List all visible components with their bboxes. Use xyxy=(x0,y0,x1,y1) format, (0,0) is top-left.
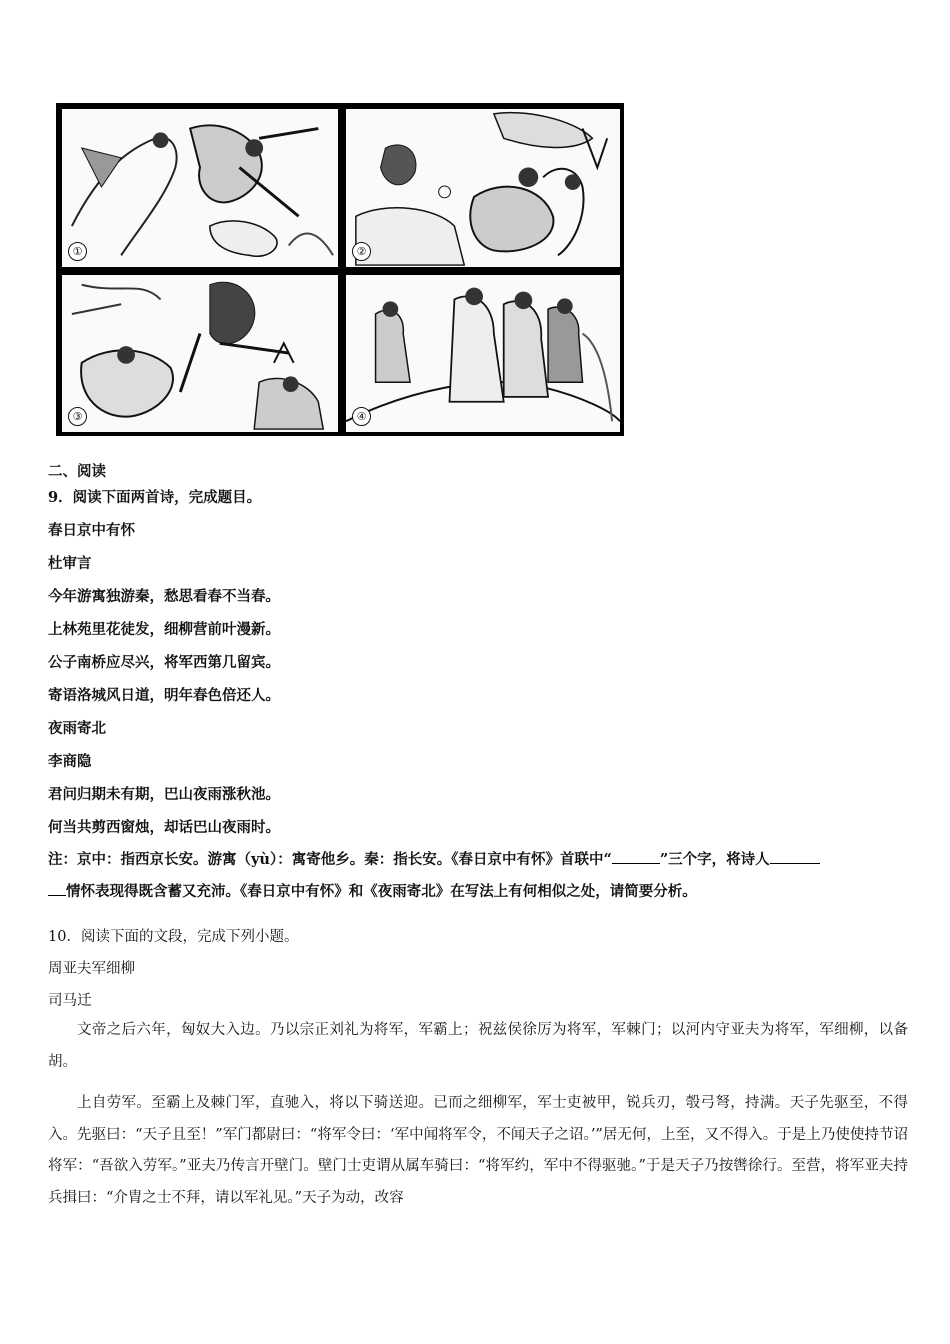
poem2-line: 何当共剪西窗烛，却话巴山夜雨时。 xyxy=(48,819,280,836)
poem1-title: 春日京中有怀 xyxy=(48,522,135,539)
panel-number: ③ xyxy=(68,407,87,426)
answer-blank[interactable] xyxy=(612,863,660,864)
poem1-line: 寄语洛城风日道，明年春色倍还人。 xyxy=(48,687,280,704)
panel-number: ④ xyxy=(352,407,371,426)
comic-panel-4 xyxy=(344,273,622,434)
poem1-author: 杜审言 xyxy=(48,555,92,572)
panel-number: ① xyxy=(68,242,87,261)
comic-panel-3-icon xyxy=(62,275,338,432)
poem2-author: 李商隐 xyxy=(48,753,92,770)
note-text: 注：京中：指西京长安。游寓（yù）：寓寄他乡。秦：指长安。《春日京中有怀》首联中“ xyxy=(48,851,612,868)
passage-paragraph: 上自劳军。至霸上及棘门军，直驰入，将以下骑送迎。已而之细柳军，军士吏被甲，锐兵刃，彀弓弩，持满。天子先驱至，不得入。先驱曰：“天子且至！”军门都尉曰：“将军令曰：‘军中闻将军令，不闻天子之诏。’”居无何，上至，又不得入。于是上乃使使持节诏将军：“吾欲入劳军。”亚夫乃传言开壁门。壁门士吏谓从属车骑曰：“将军约，军中不得驱驰。”于是天子乃按辔徐行。至营，将军亚夫持兵揖曰：“介胄之士不拜，请以军礼见。”天子为动，改容 xyxy=(48,1095,908,1206)
poem1-line: 今年游寓独游秦，愁思看春不当春。 xyxy=(48,588,280,605)
note-text: 情怀表现得既含蓄又充沛。《春日京中有怀》和《夜雨寄北》在写法上有何相似之处，请简要分析。 xyxy=(66,882,697,900)
note-text: ”三个字，将诗人 xyxy=(659,851,770,868)
comic-panel-1-icon xyxy=(62,109,338,267)
comic-panel-2 xyxy=(344,107,622,269)
panel-number: ② xyxy=(352,242,371,261)
passage-title: 周亚夫军细柳 xyxy=(48,961,135,977)
poem2-title: 夜雨寄北 xyxy=(48,720,106,737)
comic-panel-4-icon xyxy=(346,275,620,432)
passage-author: 司马迁 xyxy=(48,993,92,1009)
answer-blank[interactable] xyxy=(48,895,66,896)
comic-illustration xyxy=(56,103,624,436)
section-heading: 二、阅读 xyxy=(48,463,106,480)
comic-panel-3 xyxy=(60,273,340,434)
answer-blank[interactable] xyxy=(770,863,820,864)
comic-panel-2-icon xyxy=(346,109,620,267)
question-9-prompt: 9．阅读下面两首诗，完成题目。 xyxy=(48,489,262,506)
passage-paragraph: 文帝之后六年，匈奴大入边。乃以宗正刘礼为将军，军霸上；祝兹侯徐厉为将军，军棘门；以河内守亚夫为将军，军细柳，以备胡。 xyxy=(48,1022,908,1070)
poem1-line: 公子南桥应尽兴，将军西第几留宾。 xyxy=(48,654,280,671)
question-9-note xyxy=(48,844,908,907)
comic-panel-1 xyxy=(60,107,340,269)
poem1-line: 上林苑里花徒发，细柳营前叶漫新。 xyxy=(48,621,280,638)
poem2-line: 君问归期未有期，巴山夜雨涨秋池。 xyxy=(48,786,280,803)
question-10-prompt: 10．阅读下面的文段，完成下列小题。 xyxy=(48,929,299,945)
